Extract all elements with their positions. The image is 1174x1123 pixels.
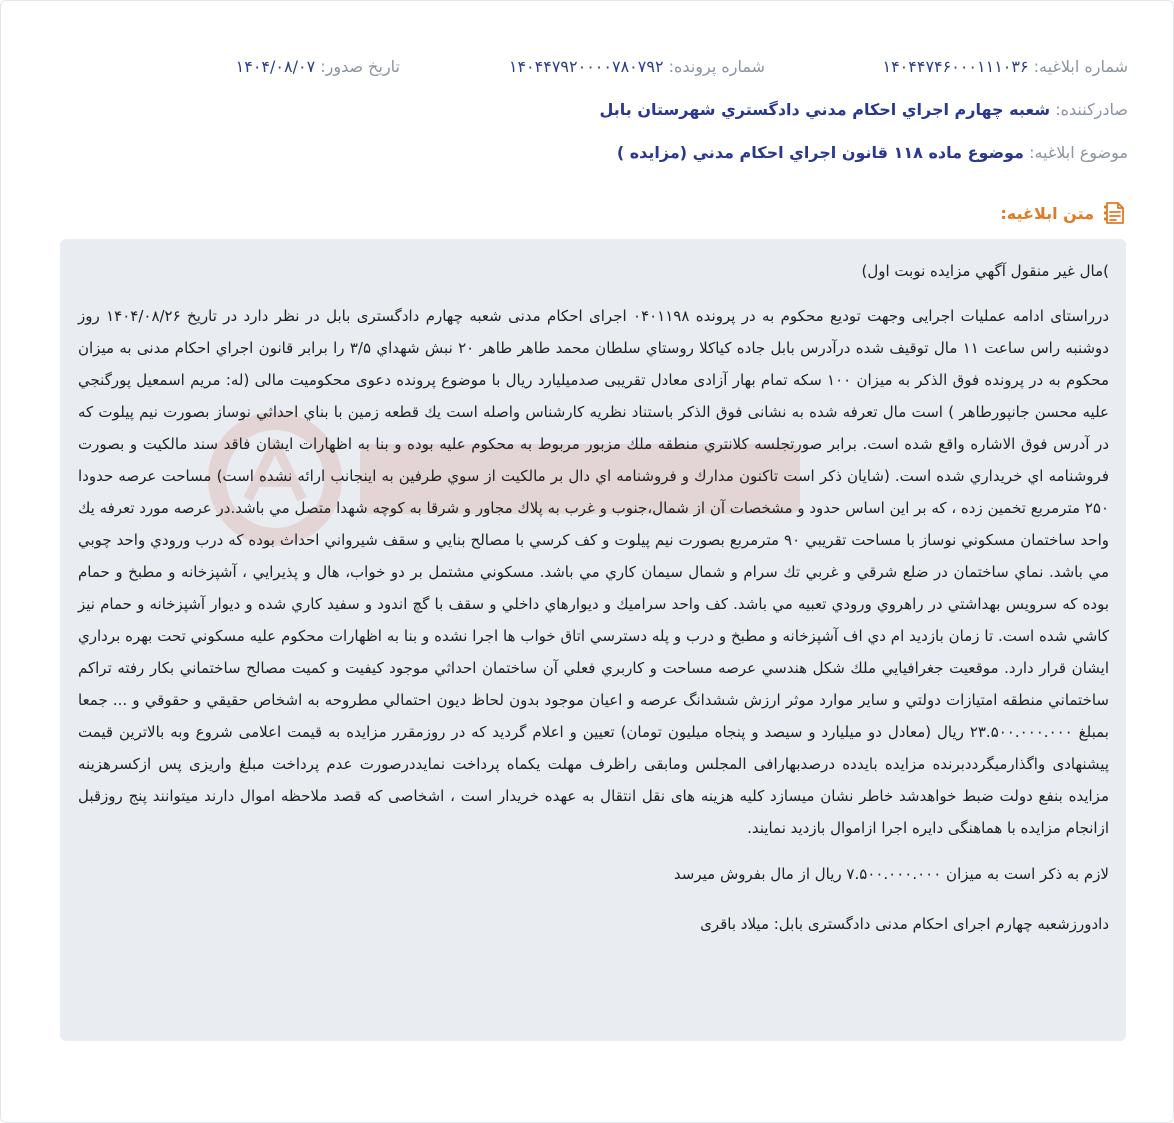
- issuer-label: صادرکننده:: [1055, 100, 1128, 119]
- issue-date-label: تاریخ صدور:: [320, 57, 400, 76]
- notice-note: لازم به ذكر است به ميزان ۷.۵۰۰.۰۰۰.۰۰۰ ريال از مال بفروش ميرسد: [673, 865, 1109, 883]
- notice-text-box: [60, 239, 1126, 1041]
- issue-date-value: ۱۴۰۴/۰۸/۰۷: [235, 57, 316, 76]
- notice-number-label: شماره ابلاغیه:: [1033, 57, 1128, 76]
- notice-signature: دادورزشعبه چهارم اجراى احكام مدنى دادگسترى بابل: ميلاد باقرى: [700, 915, 1109, 933]
- notice-text-heading: [1000, 200, 1126, 226]
- document-text-icon: [1102, 200, 1126, 226]
- case-number: [509, 57, 765, 76]
- notice-paragraph: درراستاى ادامه عمليات اجرايى وجهت توديع محكوم به در پرونده ۰۴۰۱۱۹۸ اجراى احكام مدنى شعبه چهارم دادگسترى بابل در نظر دارد در تاريخ ۱۴۰۴/۰۸/۲۶ روز دوشنبه راس ساعت ۱۱ مال توقيف شده درآدرس بابل جاده كياكلا روستاي سلطان محمد طاهر طاهر ۲۰ نبش شهداي ۳/۵ را برابر قانون اجراي احكام مدنى به ميزان محكوم به در پرونده فوق الذكر به ميزان ۱۰۰ سكه تمام بهار آزادى معادل تقريبى صدميليارد ريال با موضوع پرونده دعوى محكوميت مالى (له: مريم اسمعيل پورگنجي عليه محسن جانپورطاهر ) است مال تعرفه شده به نشانى فوق الذكر باستناد نظريه كارشناس واصله است يك قطعه زمين با بناي احداثي نوساز بصورت نيم پيلوت كه در آدرس فوق الاشاره واقع شده است. برابر صورتجلسه كلانتري منطقه ملك مزبور مربوط به محكوم عليه بوده و بنا به اظهارات ايشان فاقد سند مالكيت و بصورت فروشنامه اي خريداري شده است. (شايان ذكر است تاكنون مدارك و فروشنامه اي دال بر مالكيت از سوي طرفين به اينجانب ارائه نشده است) مساحت عرصه حدودا ۲۵۰ مترمربع تخمين زده ، كه بر اين اساس حدود و مشخصات آن از شمال،جنوب و غرب به پلاك مجاور و شرقا به كوچه شهدا متصل مي باشد.در عرصه مورد تعرفه يك واحد ساختمان مسكوني نوساز با مساحت تقريبي ۹۰ مترمربع بصورت نيم پيلوت و كف كرسي با مصالح بنايي و سقف شيرواني احداث بوده كه درب ورودي واحد چوبي مي باشد. نماي ساختمان در ضلع شرقي و غربي تك سرام و شمال سيمان كاري مي باشد. مسكوني مشتمل بر دو خواب، هال و پذيرايي ، آشپزخانه و مطبخ و حمام بوده كه سرويس بهداشتي در راهروي ورودي تعبيه مي باشد. كف واحد سراميك و ديوارهاي داخلي و سقف با گچ اندود و سفيد كاري شده و ديوار آشپزخانه و حمام نيز كاشي شده است. تا زمان بازديد ام دي اف آشپزخانه و مطبخ و درب و پله دسترسي اتاق خواب ها اجرا نشده و بنا به اظهارات محكوم عليه مسكوني تحت بهره برداري ايشان قرار دارد. موقعيت جغرافيايي ملك شكل هندسي عرصه مساحت و كاربري فعلي آن ساختمان احداثي موجود كيفيت و كميت مصالح ساختماني بكار رفته تراكم ساختماني منطقه امتيازات دولتي و ساير موارد موثر ارزش ششدانگ عرصه و اعيان موجود بدون لحاظ ديون احتمالي مطروحه به اشخاص حقيقي و حقوقي و ... جمعا بمبلغ ۲۳.۵۰۰.۰۰۰.۰۰۰ ريال (معادل دو ميليارد و سيصد و پنجاه ميليون تومان) تعيين و اعلام گرديد كه در روزمقرر مزايده به قيمت اعلامى شروع وبه بالاترين قيمت پيشنهادى واگذارميگرددبرنده مزايده بايدده درصدبهارافى المجلس ومابقى راظرف مهلت يكماه پرداخت نمايددرصورت عدم پرداخت مبلغ واريزى پس ازكسرهزينه مزايده بنفع دولت ضبط خواهدشد خاطر نشان ميسازد كليه هزينه هاى نقل انتقال به عهده خريدار است ، اشخاصى كه قصد ملاحظه اموال دارند ميتوانند پنج روزقبل ازانجام مزايده با هماهنگى دايره اجرا ازاموال بازديد نمايند.: [78, 307, 1110, 837]
- notice-number-value: ۱۴۰۴۴۷۴۶۰۰۰۱۱۱۰۳۶: [882, 57, 1029, 76]
- subject-label: موضوع ابلاغیه:: [1029, 143, 1128, 162]
- case-number-label: شماره پرونده:: [668, 57, 765, 76]
- issuer: [599, 100, 1128, 119]
- subject-value: موضوع ماده ۱۱۸ قانون اجراي احكام مدني (مزايده ): [616, 143, 1024, 162]
- notice-text-heading-label: متن ابلاغیه:: [1000, 203, 1094, 223]
- issuer-value: شعبه چهارم اجراي احكام مدني دادگستري شهرستان بابل: [599, 100, 1051, 119]
- notice-title: )مال غير منقول آگهي مزايده نوبت اول): [861, 262, 1109, 280]
- notice-number: [882, 57, 1128, 76]
- issue-date: [236, 57, 400, 76]
- case-number-value: ۱۴۰۴۴۷۹۲۰۰۰۰۷۸۰۷۹۲: [508, 57, 664, 76]
- subject: [617, 143, 1128, 162]
- notice-body: [78, 255, 1109, 940]
